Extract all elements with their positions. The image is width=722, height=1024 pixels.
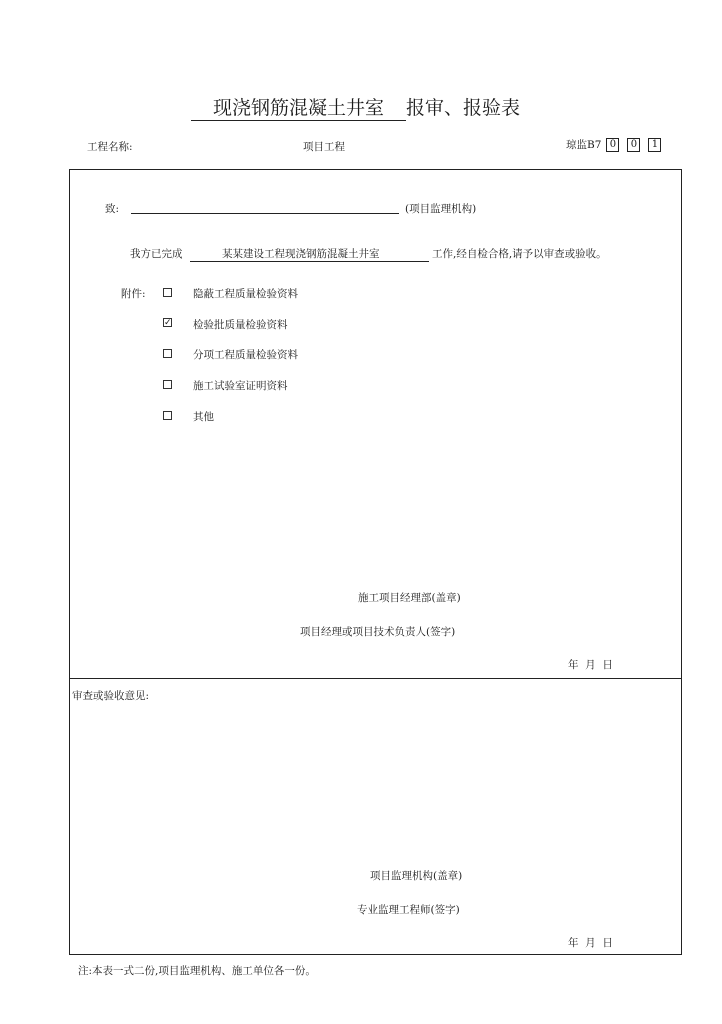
completion-work: 某某建设工程现浇钢筋混凝土井室 [190,246,429,262]
attachment-checkbox[interactable] [163,288,172,297]
attachment-label: 分项工程质量检验资料 [193,349,298,361]
completion-prefix: 我方已完成 [130,248,183,260]
form-code-digit: 0 [606,138,619,152]
to-suffix: (项目监理机构) [405,203,477,215]
to-label: 致: [105,203,120,215]
footnote: 注:本表一式二份,项目监理机构、施工单位各一份。 [78,965,316,977]
attachment-label: 其他 [193,411,214,423]
attachments-label: 附件: [121,288,146,300]
attachment-checkbox[interactable] [163,349,172,358]
review-date: 年 月 日 [568,937,613,949]
completion-suffix: 工作,经自检合格,请予以审查或验收。 [432,248,607,260]
contractor-manager-signature: 项目经理或项目技术负责人(签字) [300,626,456,638]
title-form-type: 报审、报验表 [406,97,521,119]
attachment-label: 检验批质量检验资料 [193,319,288,331]
form-code-digit: 1 [648,138,661,152]
form-code-label: 琼监B7 [566,139,602,151]
attachment-checkbox[interactable] [163,411,172,420]
attachment-checkbox[interactable] [163,380,172,389]
form-body [69,169,682,955]
contractor-date: 年 月 日 [568,659,613,671]
attachment-checkbox[interactable]: ✓ [164,318,172,328]
attachment-label: 施工试验室证明资料 [193,380,288,392]
supervision-org-seal: 项目监理机构(盖章) [370,870,463,882]
form-code-digit: 0 [627,138,640,152]
attachment-label: 隐蔽工程质量检验资料 [193,288,298,300]
form-title [191,96,520,121]
project-name-value: 项目工程 [303,141,345,153]
review-opinion-label: 审查或验收意见: [72,690,150,702]
contractor-dept-seal: 施工项目经理部(盖章) [358,592,461,604]
supervision-engineer-signature: 专业监理工程师(签字) [357,904,460,916]
form-code [566,137,661,152]
project-name-label: 工程名称: [87,141,133,153]
section-divider [70,678,681,679]
to-recipient-blank [131,200,399,214]
title-subject: 现浇钢筋混凝土井室 [191,96,406,121]
